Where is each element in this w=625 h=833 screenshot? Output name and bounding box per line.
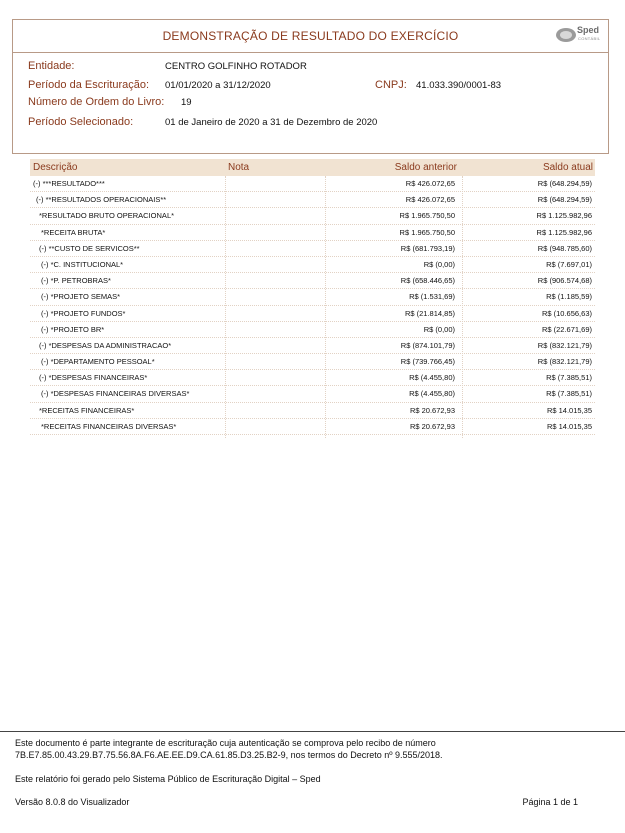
row-saldo-anterior: R$ 1.965.750,50 xyxy=(399,227,455,237)
row-saldo-anterior: R$ (739.766,45) xyxy=(400,357,455,367)
row-saldo-atual: R$ (10.656,63) xyxy=(541,308,592,318)
row-saldo-anterior: R$ (681.793,19) xyxy=(400,243,455,253)
row-description: *RECEITA BRUTA* xyxy=(41,227,106,237)
row-saldo-anterior: R$ 20.672,93 xyxy=(409,421,455,431)
footer-version: Versão 8.0.8 do Visualizador xyxy=(15,797,130,807)
footer-page-number: Página 1 de 1 xyxy=(522,797,578,807)
ordem-value: 19 xyxy=(181,97,192,108)
table-row xyxy=(30,403,595,419)
row-description: (-) *DESPESAS DA ADMINISTRACAO* xyxy=(39,340,172,350)
row-saldo-atual: R$ (832.121,79) xyxy=(537,340,592,350)
row-saldo-anterior: R$ (658.446,65) xyxy=(400,276,455,286)
row-description: (-) *PROJETO FUNDOS* xyxy=(41,308,126,318)
row-description: (-) ***RESULTADO*** xyxy=(33,179,105,188)
table-row xyxy=(30,208,595,224)
table-row xyxy=(30,370,595,386)
logo-subtitle: CONTÁBIL xyxy=(578,36,601,41)
col-saldo-anterior: Saldo anterior xyxy=(394,162,457,173)
row-saldo-atual: R$ (648.294,59) xyxy=(537,195,592,205)
periodo-label: Período da Escrituração: xyxy=(28,79,150,91)
sped-logo xyxy=(556,25,600,47)
row-saldo-atual: R$ (648.294,59) xyxy=(537,179,592,188)
row-saldo-anterior: R$ 20.672,93 xyxy=(409,405,455,415)
row-saldo-anterior: R$ (0,00) xyxy=(423,259,455,269)
table-row xyxy=(30,257,595,273)
entidade-value: CENTRO GOLFINHO ROTADOR xyxy=(165,61,307,72)
row-saldo-anterior: R$ (0,00) xyxy=(423,324,455,334)
row-saldo-anterior: R$ (4.455,80) xyxy=(409,389,455,399)
row-saldo-atual: R$ (7.385,51) xyxy=(546,389,592,399)
table-row xyxy=(30,306,595,322)
row-description: (-) **CUSTO DE SERVICOS** xyxy=(39,243,140,253)
row-saldo-atual: R$ (1.185,59) xyxy=(546,292,592,302)
table-row xyxy=(30,419,595,435)
col-descricao: Descrição xyxy=(33,162,78,173)
row-saldo-atual: R$ 1.125.982,96 xyxy=(536,211,592,221)
row-description: (-) *PROJETO BR* xyxy=(41,324,105,334)
col-nota: Nota xyxy=(228,162,250,173)
row-saldo-anterior: R$ (874.101,79) xyxy=(400,340,455,350)
row-description: (-) *DESPESAS FINANCEIRAS* xyxy=(39,373,148,383)
row-description: (-) *DEPARTAMENTO PESSOAL* xyxy=(41,357,155,367)
table-row xyxy=(30,192,595,208)
periodo-value: 01/01/2020 a 31/12/2020 xyxy=(165,80,271,91)
row-saldo-anterior: R$ 426.072,65 xyxy=(405,195,455,205)
row-description: (-) *C. INSTITUCIONAL* xyxy=(41,259,124,269)
row-saldo-atual: R$ 14.015,35 xyxy=(546,421,592,431)
row-description: *RECEITAS FINANCEIRAS DIVERSAS* xyxy=(41,421,177,431)
row-saldo-anterior: R$ (1.531,69) xyxy=(409,292,455,302)
footer-authentication-line1: Este documento é parte integrante de escrituração cuja autenticação se comprova pelo recibo de número xyxy=(15,738,436,748)
table-row xyxy=(30,176,595,192)
table-row xyxy=(30,225,595,241)
row-saldo-atual: R$ (906.574,68) xyxy=(537,276,592,286)
entidade-label: Entidade: xyxy=(28,60,75,72)
periodo-selecionado-value: 01 de Janeiro de 2020 a 31 de Dezembro de 2020 xyxy=(165,117,378,128)
table-row xyxy=(30,322,595,338)
footer-generated-by: Este relatório foi gerado pelo Sistema Público de Escrituração Digital – Sped xyxy=(15,774,321,784)
statement-table xyxy=(30,176,595,435)
table-row xyxy=(30,273,595,289)
row-description: (-) **RESULTADOS OPERACIONAIS** xyxy=(36,195,167,205)
row-saldo-atual: R$ 1.125.982,96 xyxy=(536,227,592,237)
row-saldo-anterior: R$ 426.072,65 xyxy=(405,179,455,188)
entity-info xyxy=(12,53,609,154)
row-description: *RECEITAS FINANCEIRAS* xyxy=(39,405,135,415)
table-header xyxy=(30,159,595,176)
row-saldo-atual: R$ 14.015,35 xyxy=(546,405,592,415)
report-header xyxy=(12,19,609,53)
footer-divider xyxy=(0,731,625,732)
table-row xyxy=(30,241,595,257)
ordem-label: Número de Ordem do Livro: xyxy=(28,96,165,108)
periodo-selecionado-label: Período Selecionado: xyxy=(28,116,134,128)
table-row xyxy=(30,289,595,305)
logo-name: Sped xyxy=(577,25,600,35)
row-description: *RESULTADO BRUTO OPERACIONAL* xyxy=(39,211,175,221)
cnpj-value: 41.033.390/0001-83 xyxy=(416,80,502,91)
row-description: (-) *DESPESAS FINANCEIRAS DIVERSAS* xyxy=(41,389,190,399)
col-saldo-atual: Saldo atual xyxy=(542,162,593,173)
table-row xyxy=(30,338,595,354)
cnpj-label: CNPJ: xyxy=(375,79,407,91)
row-description: (-) *PROJETO SEMAS* xyxy=(41,292,121,302)
table-row xyxy=(30,386,595,402)
row-saldo-anterior: R$ 1.965.750,50 xyxy=(399,211,455,221)
table-row xyxy=(30,354,595,370)
row-saldo-anterior: R$ (21.814,85) xyxy=(404,308,455,318)
footer-authentication-line2: 7B.E7.85.00.43.29.B7.75.56.8A.F6.AE.EE.D9.CA.61.85.D3.25.B2-9, nos termos do Decreto nº 9.555/2018. xyxy=(15,750,443,760)
row-saldo-atual: R$ (832.121,79) xyxy=(537,357,592,367)
row-saldo-atual: R$ (948.785,60) xyxy=(537,243,592,253)
report-title: DEMONSTRAÇÃO DE RESULTADO DO EXERCÍCIO xyxy=(162,29,459,43)
row-saldo-atual: R$ (22.671,69) xyxy=(541,324,592,334)
row-saldo-atual: R$ (7.385,51) xyxy=(546,373,592,383)
row-saldo-anterior: R$ (4.455,80) xyxy=(409,373,455,383)
row-saldo-atual: R$ (7.697,01) xyxy=(546,259,592,269)
row-description: (-) *P. PETROBRAS* xyxy=(41,276,111,286)
